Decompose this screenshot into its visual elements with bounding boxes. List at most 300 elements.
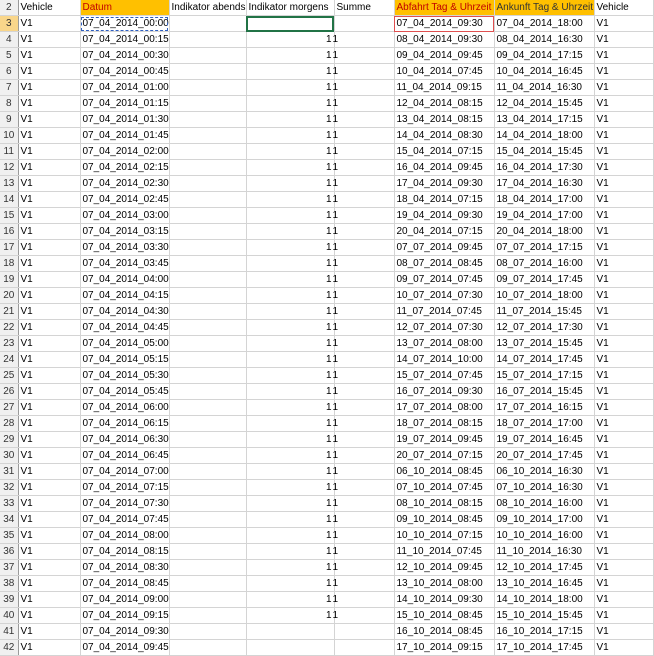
cell-indikator-abends[interactable] <box>169 272 246 288</box>
cell-abfahrt[interactable]: 13_04_2014_08:15 <box>394 112 494 128</box>
cell-ankunft[interactable]: 07_07_2014_17:15 <box>494 240 594 256</box>
cell-ankunft[interactable]: 10_07_2014_18:00 <box>494 288 594 304</box>
cell-ankunft[interactable]: 06_10_2014_16:30 <box>494 464 594 480</box>
cell-datum[interactable]: 07_04_2014_04:30 <box>80 304 169 320</box>
cell-vehicle-2[interactable]: V1 <box>594 608 653 624</box>
cell-vehicle[interactable]: V1 <box>18 160 80 176</box>
cell-summe[interactable]: 1 <box>334 32 394 48</box>
cell-ankunft[interactable]: 19_07_2014_16:45 <box>494 432 594 448</box>
cell-indikator-morgens[interactable]: 1 <box>246 176 334 192</box>
cell-abfahrt[interactable]: 20_07_2014_07:15 <box>394 448 494 464</box>
cell-datum[interactable]: 07_04_2014_02:00 <box>80 144 169 160</box>
row-header[interactable]: 34 <box>0 512 18 528</box>
cell-ankunft[interactable]: 13_04_2014_17:15 <box>494 112 594 128</box>
cell-vehicle-2[interactable]: V1 <box>594 112 653 128</box>
cell-ankunft[interactable]: 12_04_2014_15:45 <box>494 96 594 112</box>
cell-indikator-morgens[interactable]: 1 <box>246 224 334 240</box>
header-cell-vehicle-2[interactable]: Vehicle <box>594 0 653 16</box>
cell-indikator-abends[interactable] <box>169 624 246 640</box>
cell-ankunft[interactable]: 09_07_2014_17:45 <box>494 272 594 288</box>
cell-abfahrt[interactable]: 08_07_2014_08:45 <box>394 256 494 272</box>
cell-indikator-morgens[interactable]: 1 <box>246 384 334 400</box>
cell-vehicle-2[interactable]: V1 <box>594 400 653 416</box>
cell-abfahrt[interactable]: 10_07_2014_07:30 <box>394 288 494 304</box>
cell-abfahrt[interactable]: 11_10_2014_07:45 <box>394 544 494 560</box>
cell-ankunft[interactable]: 14_04_2014_18:00 <box>494 128 594 144</box>
cell-vehicle[interactable]: V1 <box>18 336 80 352</box>
cell-vehicle-2[interactable]: V1 <box>594 48 653 64</box>
cell-datum[interactable]: 07_04_2014_06:30 <box>80 432 169 448</box>
cell-abfahrt[interactable]: 08_10_2014_08:15 <box>394 496 494 512</box>
cell-abfahrt[interactable]: 15_07_2014_07:45 <box>394 368 494 384</box>
cell-vehicle-2[interactable]: V1 <box>594 528 653 544</box>
cell-vehicle-2[interactable]: V1 <box>594 192 653 208</box>
row-header[interactable]: 4 <box>0 32 18 48</box>
header-cell-summe[interactable]: Summe <box>334 0 394 16</box>
cell-indikator-morgens[interactable]: 1 <box>246 352 334 368</box>
row-header[interactable]: 7 <box>0 80 18 96</box>
cell-abfahrt[interactable]: 09_07_2014_07:45 <box>394 272 494 288</box>
cell-indikator-abends[interactable] <box>169 400 246 416</box>
row-header[interactable]: 36 <box>0 544 18 560</box>
cell-vehicle[interactable]: V1 <box>18 624 80 640</box>
row-header[interactable]: 40 <box>0 608 18 624</box>
row-header[interactable]: 14 <box>0 192 18 208</box>
cell-indikator-morgens[interactable]: 1 <box>246 512 334 528</box>
cell-summe[interactable]: 1 <box>334 368 394 384</box>
cell-vehicle-2[interactable]: V1 <box>594 592 653 608</box>
cell-datum[interactable]: 07_04_2014_03:30 <box>80 240 169 256</box>
cell-abfahrt[interactable]: 12_07_2014_07:30 <box>394 320 494 336</box>
cell-indikator-abends[interactable] <box>169 128 246 144</box>
cell-vehicle-2[interactable]: V1 <box>594 384 653 400</box>
cell-datum[interactable]: 07_04_2014_05:00 <box>80 336 169 352</box>
cell-indikator-morgens[interactable]: 1 <box>246 208 334 224</box>
cell-indikator-morgens[interactable]: 1 <box>246 32 334 48</box>
cell-abfahrt[interactable]: 14_10_2014_09:30 <box>394 592 494 608</box>
cell-ankunft[interactable]: 15_07_2014_17:15 <box>494 368 594 384</box>
cell-datum[interactable]: 07_04_2014_00:30 <box>80 48 169 64</box>
cell-abfahrt[interactable]: 15_10_2014_08:45 <box>394 608 494 624</box>
cell-summe[interactable]: 1 <box>334 592 394 608</box>
header-cell-datum[interactable]: Datum <box>80 0 169 16</box>
cell-vehicle-2[interactable]: V1 <box>594 480 653 496</box>
cell-indikator-morgens[interactable]: 1 <box>246 256 334 272</box>
cell-summe[interactable]: 1 <box>334 304 394 320</box>
row-header[interactable]: 21 <box>0 304 18 320</box>
cell-summe[interactable]: 1 <box>334 240 394 256</box>
cell-indikator-abends[interactable] <box>169 368 246 384</box>
cell-vehicle-2[interactable]: V1 <box>594 496 653 512</box>
cell-vehicle-2[interactable]: V1 <box>594 368 653 384</box>
row-header[interactable]: 2 <box>0 0 18 16</box>
cell-indikator-abends[interactable] <box>169 288 246 304</box>
cell-indikator-abends[interactable] <box>169 48 246 64</box>
row-header[interactable]: 3 <box>0 16 18 32</box>
cell-indikator-abends[interactable] <box>169 608 246 624</box>
cell-summe[interactable]: 1 <box>334 480 394 496</box>
cell-vehicle[interactable]: V1 <box>18 368 80 384</box>
cell-summe[interactable] <box>334 16 394 32</box>
cell-abfahrt[interactable]: 10_04_2014_07:45 <box>394 64 494 80</box>
cell-indikator-morgens[interactable]: 1 <box>246 448 334 464</box>
cell-datum[interactable]: 07_04_2014_03:15 <box>80 224 169 240</box>
cell-summe[interactable]: 1 <box>334 448 394 464</box>
cell-ankunft[interactable]: 14_10_2014_18:00 <box>494 592 594 608</box>
cell-vehicle-2[interactable]: V1 <box>594 240 653 256</box>
cell-indikator-abends[interactable] <box>169 352 246 368</box>
cell-abfahrt[interactable]: 07_10_2014_07:45 <box>394 480 494 496</box>
cell-summe[interactable]: 1 <box>334 576 394 592</box>
cell-vehicle-2[interactable]: V1 <box>594 288 653 304</box>
cell-ankunft[interactable]: 17_10_2014_17:45 <box>494 640 594 656</box>
row-header[interactable]: 38 <box>0 576 18 592</box>
cell-indikator-morgens[interactable]: 1 <box>246 400 334 416</box>
cell-abfahrt[interactable]: 13_07_2014_08:00 <box>394 336 494 352</box>
cell-indikator-abends[interactable] <box>169 208 246 224</box>
cell-datum[interactable]: 07_04_2014_03:00 <box>80 208 169 224</box>
cell-vehicle[interactable]: V1 <box>18 48 80 64</box>
cell-summe[interactable]: 1 <box>334 512 394 528</box>
cell-datum[interactable]: 07_04_2014_03:45 <box>80 256 169 272</box>
cell-abfahrt[interactable]: 16_07_2014_09:30 <box>394 384 494 400</box>
header-cell-abfahrt[interactable]: Abfahrt Tag & Uhrzeit <box>394 0 494 16</box>
cell-indikator-abends[interactable] <box>169 464 246 480</box>
cell-ankunft[interactable]: 08_10_2014_16:00 <box>494 496 594 512</box>
cell-summe[interactable]: 1 <box>334 48 394 64</box>
row-header[interactable]: 8 <box>0 96 18 112</box>
cell-abfahrt[interactable]: 15_04_2014_07:15 <box>394 144 494 160</box>
cell-summe[interactable]: 1 <box>334 128 394 144</box>
cell-ankunft[interactable]: 13_07_2014_15:45 <box>494 336 594 352</box>
cell-vehicle-2[interactable]: V1 <box>594 624 653 640</box>
cell-indikator-abends[interactable] <box>169 96 246 112</box>
cell-indikator-abends[interactable] <box>169 144 246 160</box>
cell-ankunft[interactable]: 07_04_2014_18:00 <box>494 16 594 32</box>
cell-abfahrt[interactable]: 06_10_2014_08:45 <box>394 464 494 480</box>
cell-summe[interactable]: 1 <box>334 272 394 288</box>
cell-summe[interactable]: 1 <box>334 384 394 400</box>
row-header[interactable]: 25 <box>0 368 18 384</box>
cell-abfahrt[interactable]: 11_04_2014_09:15 <box>394 80 494 96</box>
cell-datum[interactable]: 07_04_2014_07:15 <box>80 480 169 496</box>
cell-indikator-morgens[interactable]: 1 <box>246 304 334 320</box>
cell-vehicle-2[interactable]: V1 <box>594 544 653 560</box>
row-header[interactable]: 18 <box>0 256 18 272</box>
cell-indikator-abends[interactable] <box>169 592 246 608</box>
cell-summe[interactable]: 1 <box>334 352 394 368</box>
cell-summe[interactable]: 1 <box>334 608 394 624</box>
cell-summe[interactable]: 1 <box>334 160 394 176</box>
row-header[interactable]: 6 <box>0 64 18 80</box>
cell-summe[interactable]: 1 <box>334 528 394 544</box>
cell-ankunft[interactable]: 20_07_2014_17:45 <box>494 448 594 464</box>
cell-indikator-abends[interactable] <box>169 160 246 176</box>
cell-abfahrt[interactable]: 14_07_2014_10:00 <box>394 352 494 368</box>
cell-ankunft[interactable]: 15_10_2014_15:45 <box>494 608 594 624</box>
row-header[interactable]: 20 <box>0 288 18 304</box>
cell-ankunft[interactable]: 11_10_2014_16:30 <box>494 544 594 560</box>
active-formula-cell[interactable] <box>246 16 334 32</box>
cell-datum[interactable]: 07_04_2014_07:45 <box>80 512 169 528</box>
row-header[interactable]: 30 <box>0 448 18 464</box>
cell-vehicle[interactable]: V1 <box>18 32 80 48</box>
cell-vehicle[interactable]: V1 <box>18 560 80 576</box>
cell-indikator-abends[interactable] <box>169 432 246 448</box>
cell-abfahrt[interactable]: 16_10_2014_08:45 <box>394 624 494 640</box>
cell-vehicle[interactable]: V1 <box>18 96 80 112</box>
cell-ankunft[interactable]: 12_10_2014_17:45 <box>494 560 594 576</box>
cell-indikator-morgens[interactable]: 1 <box>246 480 334 496</box>
cell-datum[interactable]: 07_04_2014_06:00 <box>80 400 169 416</box>
cell-summe[interactable]: 1 <box>334 320 394 336</box>
cell-datum[interactable]: 07_04_2014_08:30 <box>80 560 169 576</box>
row-header[interactable]: 39 <box>0 592 18 608</box>
cell-vehicle[interactable]: V1 <box>18 288 80 304</box>
cell-vehicle-2[interactable]: V1 <box>594 416 653 432</box>
cell-ankunft[interactable]: 16_04_2014_17:30 <box>494 160 594 176</box>
cell-abfahrt[interactable]: 12_10_2014_09:45 <box>394 560 494 576</box>
cell-indikator-morgens[interactable]: 1 <box>246 576 334 592</box>
cell-summe[interactable] <box>334 640 394 656</box>
cell-ankunft[interactable]: 17_04_2014_16:30 <box>494 176 594 192</box>
cell-abfahrt[interactable]: 07_04_2014_09:30 <box>394 16 494 32</box>
row-header[interactable]: 15 <box>0 208 18 224</box>
cell-indikator-morgens[interactable]: 1 <box>246 496 334 512</box>
cell-datum[interactable]: 07_04_2014_01:15 <box>80 96 169 112</box>
row-header[interactable]: 24 <box>0 352 18 368</box>
row-header[interactable]: 13 <box>0 176 18 192</box>
cell-ankunft[interactable]: 14_07_2014_17:45 <box>494 352 594 368</box>
cell-summe[interactable]: 1 <box>334 256 394 272</box>
row-header[interactable]: 32 <box>0 480 18 496</box>
cell-datum[interactable]: 07_04_2014_02:45 <box>80 192 169 208</box>
cell-indikator-morgens[interactable] <box>246 640 334 656</box>
cell-abfahrt[interactable]: 17_07_2014_08:00 <box>394 400 494 416</box>
cell-abfahrt[interactable]: 08_04_2014_09:30 <box>394 32 494 48</box>
cell-abfahrt[interactable]: 07_07_2014_09:45 <box>394 240 494 256</box>
cell-abfahrt[interactable]: 20_04_2014_07:15 <box>394 224 494 240</box>
cell-indikator-abends[interactable] <box>169 480 246 496</box>
cell-datum[interactable]: 07_04_2014_02:30 <box>80 176 169 192</box>
cell-indikator-abends[interactable] <box>169 448 246 464</box>
cell-indikator-abends[interactable] <box>169 640 246 656</box>
cell-vehicle-2[interactable]: V1 <box>594 96 653 112</box>
cell-indikator-abends[interactable] <box>169 176 246 192</box>
cell-vehicle[interactable]: V1 <box>18 128 80 144</box>
row-header[interactable]: 17 <box>0 240 18 256</box>
cell-summe[interactable]: 1 <box>334 192 394 208</box>
header-cell-ankunft[interactable]: Ankunft Tag & Uhrzeit <box>494 0 594 16</box>
cell-indikator-abends[interactable] <box>169 304 246 320</box>
row-header[interactable]: 27 <box>0 400 18 416</box>
cell-indikator-morgens[interactable]: 1 <box>246 80 334 96</box>
cell-datum[interactable]: 07_04_2014_09:45 <box>80 640 169 656</box>
row-header[interactable]: 19 <box>0 272 18 288</box>
cell-abfahrt[interactable]: 17_10_2014_09:15 <box>394 640 494 656</box>
cell-indikator-abends[interactable] <box>169 64 246 80</box>
cell-vehicle-2[interactable]: V1 <box>594 640 653 656</box>
cell-abfahrt[interactable]: 18_04_2014_07:15 <box>394 192 494 208</box>
cell-indikator-abends[interactable] <box>169 416 246 432</box>
cell-datum[interactable]: 07_04_2014_02:15 <box>80 160 169 176</box>
cell-datum[interactable]: 07_04_2014_07:30 <box>80 496 169 512</box>
cell-ankunft[interactable]: 08_07_2014_16:00 <box>494 256 594 272</box>
cell-indikator-morgens[interactable]: 1 <box>246 528 334 544</box>
cell-vehicle[interactable]: V1 <box>18 192 80 208</box>
cell-summe[interactable]: 1 <box>334 176 394 192</box>
cell-vehicle-2[interactable]: V1 <box>594 128 653 144</box>
cell-indikator-morgens[interactable]: 1 <box>246 336 334 352</box>
cell-vehicle-2[interactable]: V1 <box>594 304 653 320</box>
cell-abfahrt[interactable]: 19_04_2014_09:30 <box>394 208 494 224</box>
cell-datum[interactable]: 07_04_2014_04:00 <box>80 272 169 288</box>
row-header[interactable]: 29 <box>0 432 18 448</box>
cell-vehicle[interactable]: V1 <box>18 608 80 624</box>
cell-vehicle-2[interactable]: V1 <box>594 16 653 32</box>
cell-ankunft[interactable]: 16_10_2014_17:15 <box>494 624 594 640</box>
cell-vehicle[interactable]: V1 <box>18 400 80 416</box>
cell-vehicle[interactable]: V1 <box>18 16 80 32</box>
cell-summe[interactable]: 1 <box>334 432 394 448</box>
cell-vehicle[interactable]: V1 <box>18 512 80 528</box>
cell-vehicle-2[interactable]: V1 <box>594 560 653 576</box>
cell-indikator-morgens[interactable]: 1 <box>246 96 334 112</box>
cell-indikator-morgens[interactable]: 1 <box>246 368 334 384</box>
cell-vehicle[interactable]: V1 <box>18 528 80 544</box>
cell-indikator-abends[interactable] <box>169 112 246 128</box>
cell-abfahrt[interactable]: 09_10_2014_08:45 <box>394 512 494 528</box>
row-header[interactable]: 33 <box>0 496 18 512</box>
cell-vehicle[interactable]: V1 <box>18 64 80 80</box>
cell-indikator-morgens[interactable]: 1 <box>246 544 334 560</box>
cell-ankunft[interactable]: 09_10_2014_17:00 <box>494 512 594 528</box>
cell-ankunft[interactable]: 11_04_2014_16:30 <box>494 80 594 96</box>
header-cell-indikator-abends[interactable]: Indikator abends <box>169 0 246 16</box>
cell-abfahrt[interactable]: 16_04_2014_09:45 <box>394 160 494 176</box>
cell-vehicle-2[interactable]: V1 <box>594 432 653 448</box>
cell-summe[interactable]: 1 <box>334 400 394 416</box>
cell-vehicle-2[interactable]: V1 <box>594 352 653 368</box>
row-header[interactable]: 37 <box>0 560 18 576</box>
row-header[interactable]: 35 <box>0 528 18 544</box>
cell-summe[interactable]: 1 <box>334 96 394 112</box>
cell-indikator-abends[interactable] <box>169 16 246 32</box>
cell-ankunft[interactable]: 19_04_2014_17:00 <box>494 208 594 224</box>
cell-vehicle[interactable]: V1 <box>18 272 80 288</box>
cell-ankunft[interactable]: 16_07_2014_15:45 <box>494 384 594 400</box>
header-cell-indikator-morgens[interactable]: Indikator morgens <box>246 0 334 16</box>
cell-datum[interactable]: 07_04_2014_00:15 <box>80 32 169 48</box>
cell-indikator-morgens[interactable]: 1 <box>246 192 334 208</box>
cell-vehicle[interactable]: V1 <box>18 208 80 224</box>
cell-vehicle-2[interactable]: V1 <box>594 512 653 528</box>
cell-vehicle[interactable]: V1 <box>18 576 80 592</box>
cell-indikator-morgens[interactable]: 1 <box>246 560 334 576</box>
cell-abfahrt[interactable]: 13_10_2014_08:00 <box>394 576 494 592</box>
cell-datum[interactable]: 07_04_2014_01:45 <box>80 128 169 144</box>
cell-vehicle[interactable]: V1 <box>18 544 80 560</box>
cell-abfahrt[interactable]: 14_04_2014_08:30 <box>394 128 494 144</box>
cell-vehicle[interactable]: V1 <box>18 464 80 480</box>
cell-indikator-morgens[interactable]: 1 <box>246 160 334 176</box>
row-header[interactable]: 41 <box>0 624 18 640</box>
cell-datum[interactable]: 07_04_2014_04:15 <box>80 288 169 304</box>
cell-datum[interactable]: 07_04_2014_05:30 <box>80 368 169 384</box>
cell-datum[interactable]: 07_04_2014_07:00 <box>80 464 169 480</box>
cell-datum[interactable]: 07_04_2014_09:30 <box>80 624 169 640</box>
cell-indikator-abends[interactable] <box>169 240 246 256</box>
cell-datum[interactable]: 07_04_2014_05:45 <box>80 384 169 400</box>
cell-vehicle-2[interactable]: V1 <box>594 576 653 592</box>
cell-summe[interactable]: 1 <box>334 208 394 224</box>
cell-datum[interactable]: 07_04_2014_09:00 <box>80 592 169 608</box>
cell-indikator-morgens[interactable]: 1 <box>246 240 334 256</box>
cell-datum[interactable]: 07_04_2014_01:30 <box>80 112 169 128</box>
cell-datum[interactable]: 07_04_2014_00:45 <box>80 64 169 80</box>
cell-summe[interactable]: 1 <box>334 336 394 352</box>
cell-vehicle[interactable]: V1 <box>18 176 80 192</box>
cell-summe[interactable] <box>334 624 394 640</box>
cell-indikator-morgens[interactable]: 1 <box>246 320 334 336</box>
cell-abfahrt[interactable]: 09_04_2014_09:45 <box>394 48 494 64</box>
cell-indikator-morgens[interactable]: 1 <box>246 592 334 608</box>
cell-summe[interactable]: 1 <box>334 144 394 160</box>
row-header[interactable]: 23 <box>0 336 18 352</box>
cell-datum[interactable]: 07_04_2014_08:00 <box>80 528 169 544</box>
cell-indikator-morgens[interactable] <box>246 624 334 640</box>
cell-indikator-morgens[interactable]: 1 <box>246 64 334 80</box>
cell-indikator-morgens[interactable]: 1 <box>246 272 334 288</box>
cell-vehicle-2[interactable]: V1 <box>594 64 653 80</box>
cell-indikator-abends[interactable] <box>169 528 246 544</box>
cell-vehicle-2[interactable]: V1 <box>594 80 653 96</box>
cell-vehicle[interactable]: V1 <box>18 80 80 96</box>
cell-indikator-abends[interactable] <box>169 320 246 336</box>
cell-abfahrt[interactable]: 17_04_2014_09:30 <box>394 176 494 192</box>
cell-datum[interactable]: 07_04_2014_06:45 <box>80 448 169 464</box>
cell-datum[interactable]: 07_04_2014_08:15 <box>80 544 169 560</box>
row-header[interactable]: 11 <box>0 144 18 160</box>
cell-indikator-abends[interactable] <box>169 224 246 240</box>
cell-indikator-morgens[interactable]: 1 <box>246 48 334 64</box>
cell-ankunft[interactable]: 20_04_2014_18:00 <box>494 224 594 240</box>
cell-summe[interactable]: 1 <box>334 544 394 560</box>
cell-ankunft[interactable]: 09_04_2014_17:15 <box>494 48 594 64</box>
cell-abfahrt[interactable]: 19_07_2014_09:45 <box>394 432 494 448</box>
cell-vehicle-2[interactable]: V1 <box>594 144 653 160</box>
cell-indikator-morgens[interactable]: 1 <box>246 112 334 128</box>
cell-datum[interactable]: 07_04_2014_01:00 <box>80 80 169 96</box>
cell-indikator-morgens[interactable]: 1 <box>246 608 334 624</box>
cell-summe[interactable]: 1 <box>334 416 394 432</box>
cell-datum[interactable]: 07_04_2014_05:15 <box>80 352 169 368</box>
cell-summe[interactable]: 1 <box>334 560 394 576</box>
cell-ankunft[interactable]: 08_04_2014_16:30 <box>494 32 594 48</box>
cell-indikator-abends[interactable] <box>169 192 246 208</box>
cell-indikator-morgens[interactable]: 1 <box>246 464 334 480</box>
cell-vehicle-2[interactable]: V1 <box>594 448 653 464</box>
cell-vehicle-2[interactable]: V1 <box>594 272 653 288</box>
cell-indikator-abends[interactable] <box>169 512 246 528</box>
row-header[interactable]: 31 <box>0 464 18 480</box>
cell-vehicle[interactable]: V1 <box>18 144 80 160</box>
cell-abfahrt[interactable]: 11_07_2014_07:45 <box>394 304 494 320</box>
cell-ankunft[interactable]: 10_04_2014_16:45 <box>494 64 594 80</box>
cell-datum[interactable]: 07_04_2014_00:00 <box>80 16 169 32</box>
cell-datum[interactable]: 07_04_2014_08:45 <box>80 576 169 592</box>
cell-summe[interactable]: 1 <box>334 64 394 80</box>
